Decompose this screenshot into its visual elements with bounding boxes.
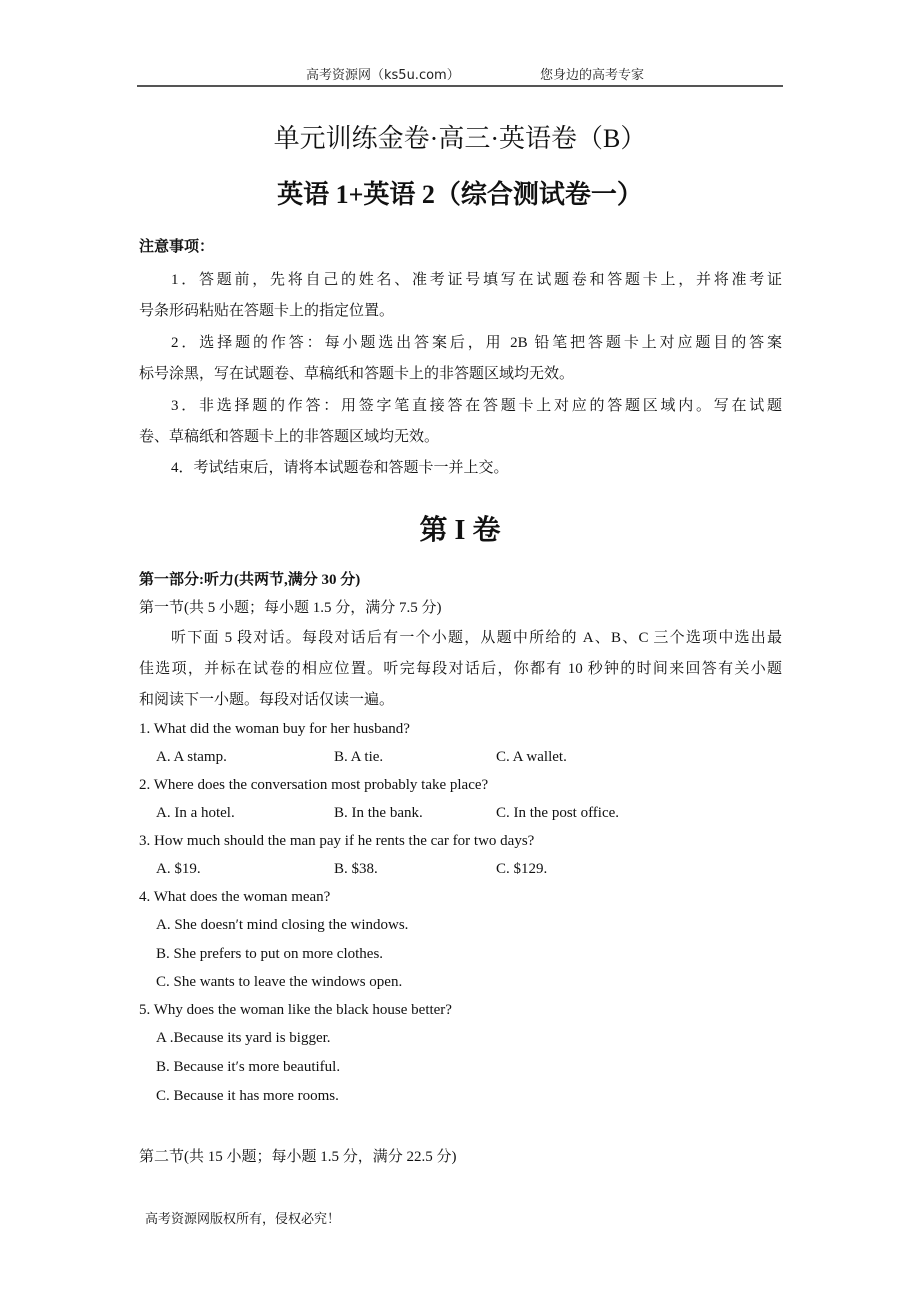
instruction-line: 和阅读下一小题。每段对话仅读一遍。 (139, 692, 395, 708)
volume-heading: 第 I 卷 (419, 515, 501, 546)
notice-line: 号条形码粘贴在答题卡上的指定位置。 (139, 303, 395, 319)
footer-copyright: 高考资源网版权所有，侵权必究！ (145, 1211, 341, 1226)
option: B. In the bank. (334, 805, 423, 821)
option: A .Because its yard is bigger. (156, 1030, 331, 1046)
option: A. She doesn′t mind closing the windows. (156, 917, 409, 933)
question-2: 2. Where does the conversation most probably take place? (139, 777, 489, 793)
option: B. She prefers to put on more clothes. (156, 946, 384, 962)
option: C. She wants to leave the windows open. (156, 974, 403, 990)
header-rule (137, 85, 783, 87)
option: C. In the post office. (496, 805, 620, 821)
option: B. Because it′s more beautiful. (156, 1059, 341, 1075)
option: B. A tie. (334, 749, 384, 765)
notice-line: 卷、草稿纸和答题卡上的非答题区域均无效。 (139, 429, 440, 445)
question-3: 3. How much should the man pay if he rents the car for two days? (139, 833, 535, 849)
header-slogan: 您身边的高考专家 (540, 68, 645, 83)
notice-line: 3．非选择题的作答：用签字笔直接答在答题卡上对应的答题区域内。写在试题 (171, 398, 782, 414)
option: A. A stamp. (156, 749, 227, 765)
option: B. $38. (334, 861, 378, 877)
notice-line: 1．答题前，先将自己的姓名、准考证号填写在试题卷和答题卡上，并将准考证 (171, 272, 782, 288)
part1-heading: 第一部分:听力(共两节,满分 30 分) (139, 572, 361, 588)
notice-line: 2．选择题的作答：每小题选出答案后，用 2B 铅笔把答题卡上对应题目的答案 (171, 335, 782, 351)
section1-heading: 第一节(共 5 小题；每小题 1.5 分，满分 7.5 分) (139, 600, 442, 616)
instruction-line: 听下面 5 段对话。每段对话后有一个小题，从题中所给的 A、B、C 三个选项中选出最 (171, 630, 782, 646)
doc-subtitle: 英语 1+英语 2（综合测试卷一） (277, 180, 643, 209)
doc-title: 单元训练金卷·高三·英语卷（B） (273, 124, 647, 153)
notice-line: 4．考试结束后，请将本试题卷和答题卡一并上交。 (171, 460, 509, 476)
option: A. $19. (156, 861, 201, 877)
header-site: 高考资源网（ks5u.com） (306, 68, 460, 83)
question-1: 1. What did the woman buy for her husband? (139, 721, 410, 737)
section2-heading: 第二节(共 15 小题；每小题 1.5 分，满分 22.5 分) (139, 1149, 457, 1165)
instruction-line: 佳选项，并标在试卷的相应位置。听完每段对话后，你都有 10 秒钟的时间来回答有关小题 (139, 661, 782, 677)
option: C. A wallet. (496, 749, 567, 765)
option: A. In a hotel. (156, 805, 235, 821)
option: C. $129. (496, 861, 548, 877)
notice-line: 标号涂黑，写在试题卷、草稿纸和答题卡上的非答题区域均无效。 (139, 366, 575, 382)
question-5: 5. Why does the woman like the black house better? (139, 1002, 452, 1018)
option: C. Because it has more rooms. (156, 1088, 339, 1104)
notice-heading: 注意事项： (139, 239, 215, 255)
question-4: 4. What does the woman mean? (139, 889, 331, 905)
